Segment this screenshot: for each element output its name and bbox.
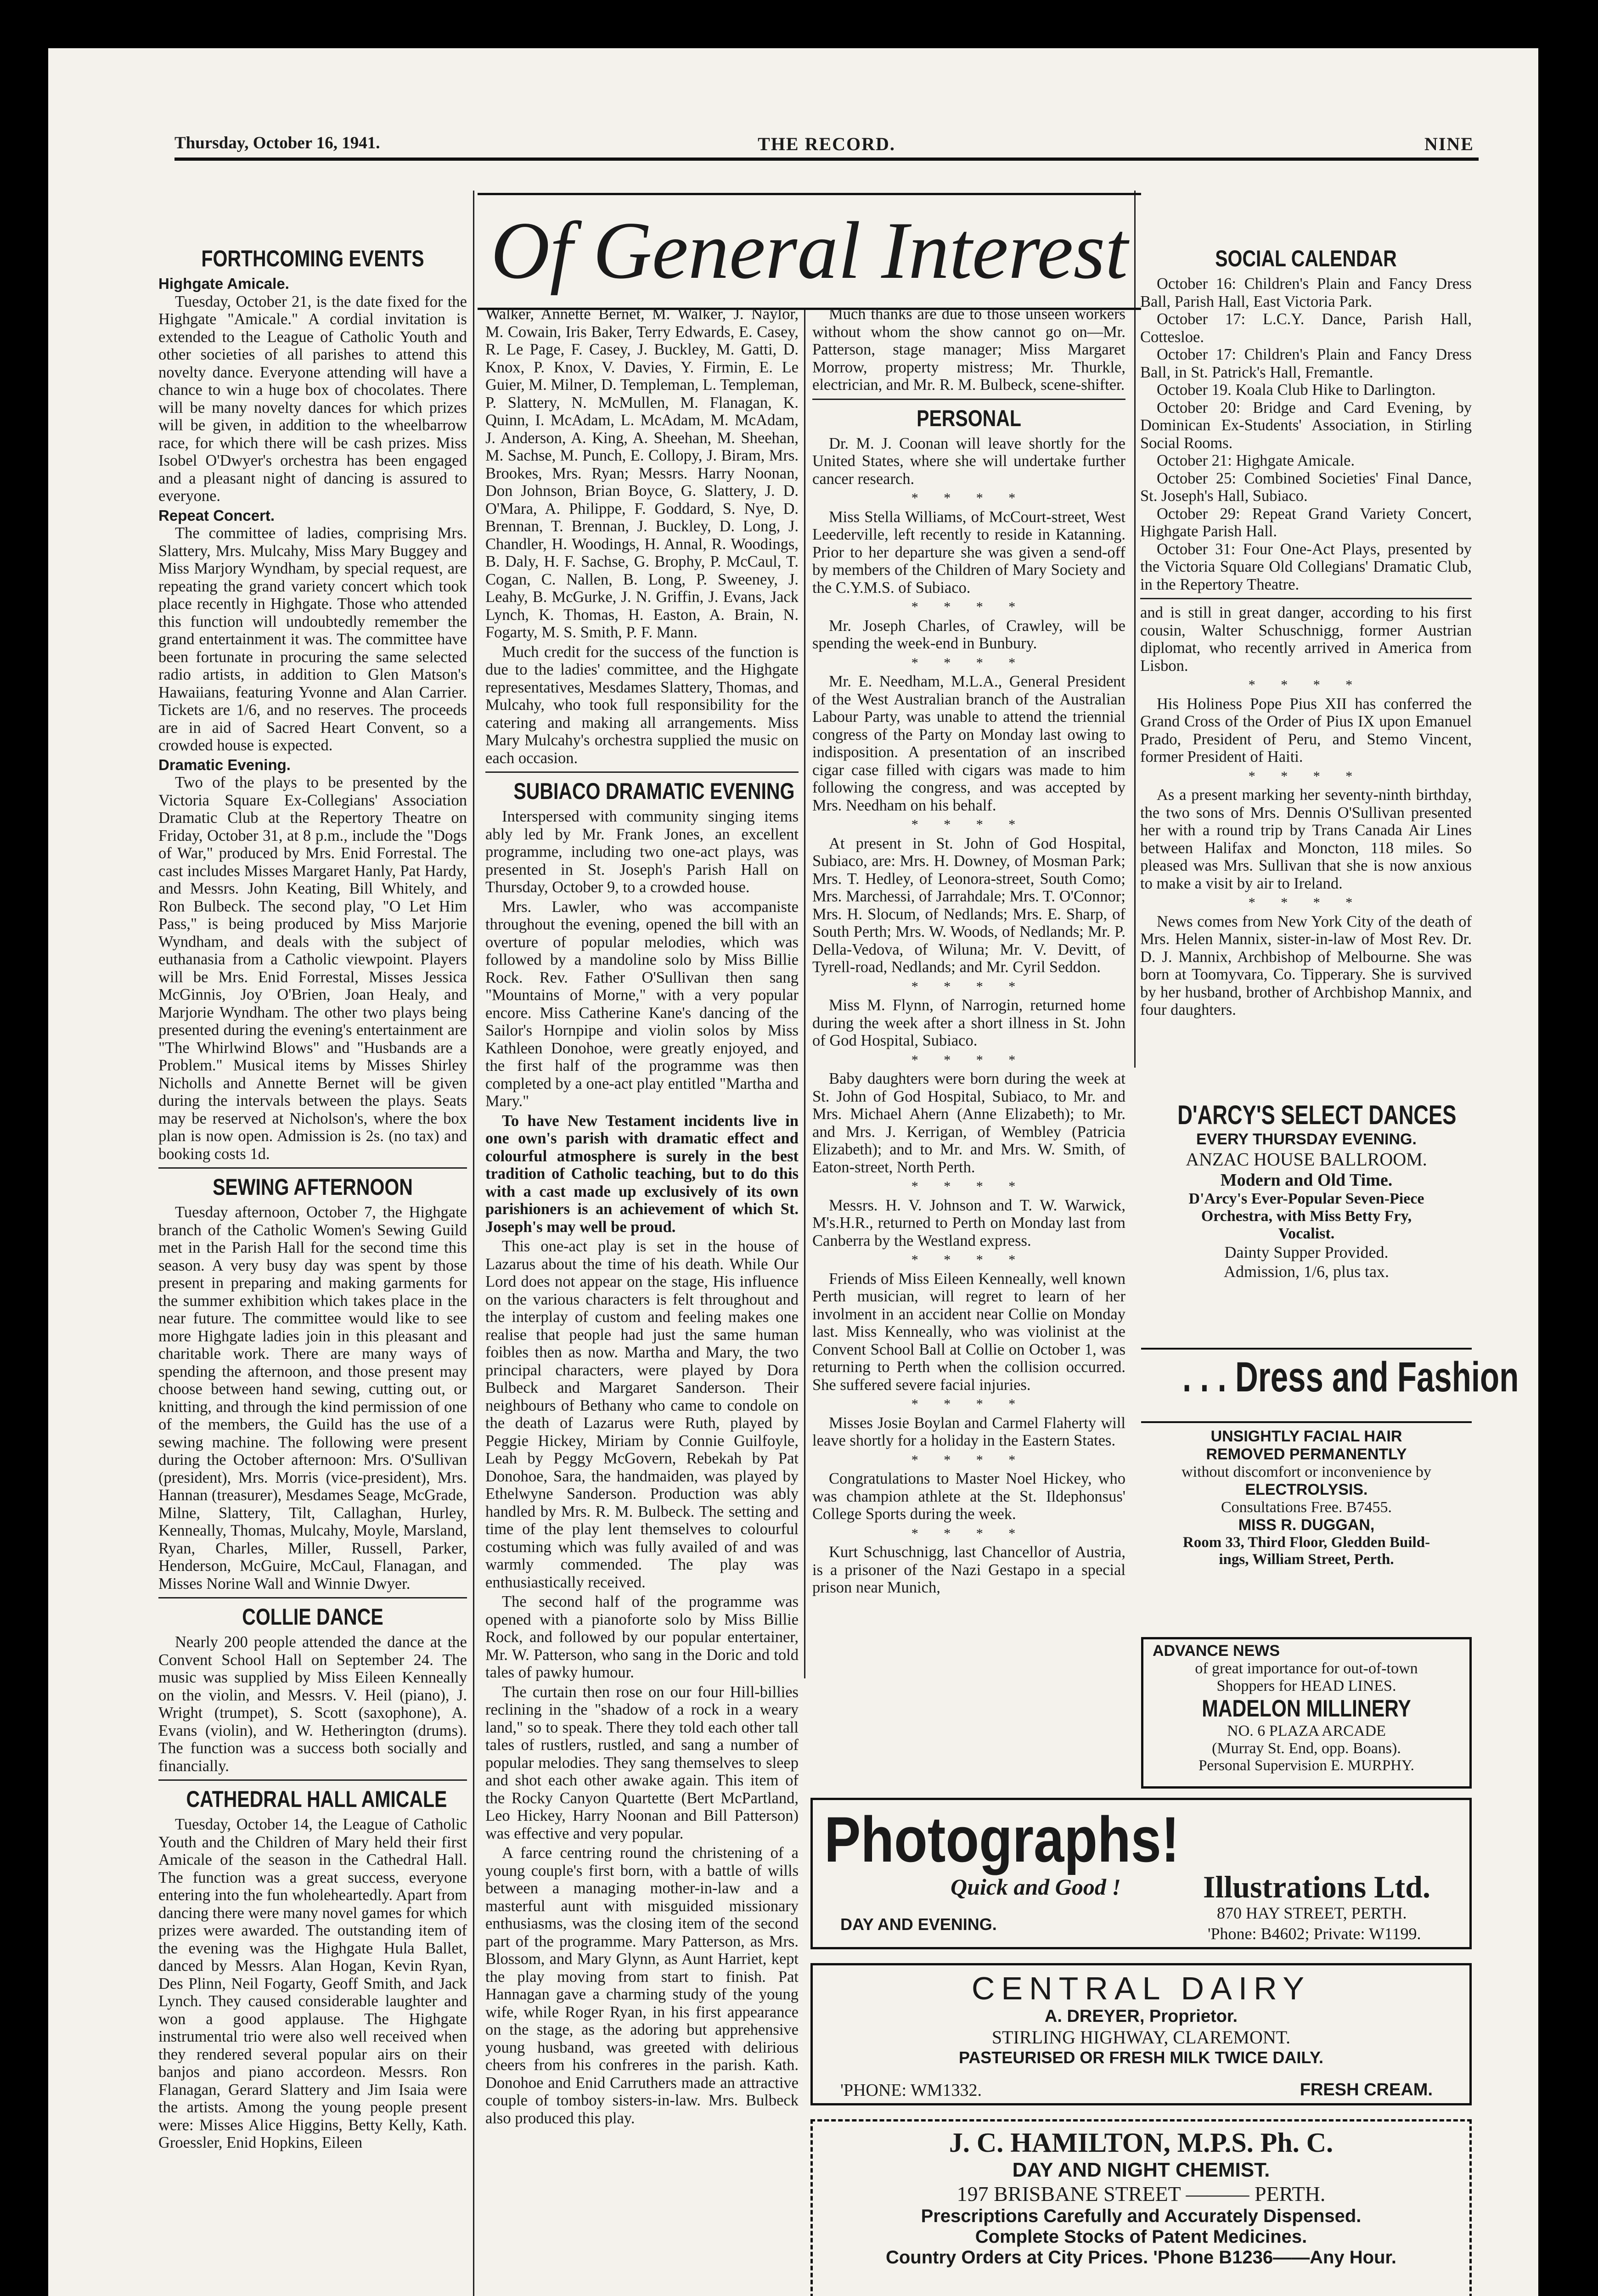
newspaper-page bbox=[48, 48, 1538, 2296]
page-number: NINE bbox=[1424, 134, 1474, 154]
ad-line: Modern and Old Time. bbox=[1220, 1171, 1393, 1190]
madelon-millinery-ad bbox=[1141, 1637, 1472, 1789]
ad-line: of great importance for out-of-town bbox=[1195, 1660, 1418, 1677]
calendar-item: October 29: Repeat Grand Variety Concert, Highgate Parish Hall. bbox=[1140, 505, 1472, 540]
calendar-item: October 25: Combined Societies' Final Dance, St. Joseph's Hall, Subiaco. bbox=[1140, 469, 1472, 505]
social-calendar-heading: SOCIAL CALENDAR bbox=[1215, 246, 1397, 271]
cathedral-hall-amicale-heading: CATHEDRAL HALL AMICALE bbox=[186, 1786, 447, 1812]
forthcoming-events-heading: FORTHCOMING EVENTS bbox=[201, 246, 424, 271]
ad-line: 'Phone: B4602; Private: W1199. bbox=[1208, 1925, 1421, 1943]
subheading: Highgate Amicale. bbox=[158, 275, 289, 292]
article-paragraph: Misses Josie Boylan and Carmel Flaherty will leave shortly for a holiday in the Eastern States. bbox=[812, 1414, 1125, 1449]
article-paragraph: News comes from New York City of the death of Mrs. Helen Mannix, sister-in-law of Most Rev. Dr. D. J. Mannix, Archbishop of Melbourne. She was born at Toomyvara, Co. Tipperary. She is survived by her husband, brother of Archbishop Mannix, and four daughters. bbox=[1140, 912, 1472, 1019]
photographs-ad bbox=[810, 1798, 1472, 1949]
dress-fashion-banner bbox=[1141, 1348, 1519, 1407]
collie-dance-heading: COLLIE DANCE bbox=[242, 1604, 383, 1630]
ad-title: D'ARCY'S SELECT DANCES bbox=[1177, 1100, 1457, 1130]
divider bbox=[812, 399, 1125, 400]
ad-line: REMOVED PERMANENTLY bbox=[1206, 1446, 1407, 1463]
ad-line: Country Orders at City Prices. 'Phone B1236——Any Hour. bbox=[885, 2247, 1397, 2268]
column-rule bbox=[473, 191, 474, 2296]
column-3 bbox=[812, 305, 1125, 1637]
separator-stars: * * * * bbox=[911, 1252, 1027, 1267]
column-rule bbox=[1134, 191, 1136, 1068]
calendar-item: October 17: Children's Plain and Fancy Dress Ball, in St. Patrick's Hall, Fremantle. bbox=[1140, 346, 1472, 381]
calendar-item: October 21: Highgate Amicale. bbox=[1157, 452, 1355, 469]
divider bbox=[158, 1167, 467, 1169]
general-interest-title: Of General Interest bbox=[490, 205, 1128, 296]
ad-line: 'PHONE: WM1332. bbox=[840, 2081, 982, 2100]
ad-firm: Illustrations Ltd. bbox=[1203, 1869, 1430, 1904]
article-paragraph: Walker, Annette Bernet, M. Walker, J. Naylor, M. Cowain, Iris Baker, Terry Edwards, E. Casey, R. Le Page, F. Casey, J. Buckley, M. Gatti, D. Knox, P. Knox, V. Davies, Y. Firmin, E. Le Guier, M. Milner, D. Templeman, L. Templeman, P. Slattery, N. McMullen, M. Flanagan, K. Quinn, I. McAdam, L. McAdam, M. McAdam, J. Anderson, A. King, A. Sheehan, M. Sheehan, M. Sachse, M. Punch, E. Collopy, J. Biram, Mrs. Brookes, Mrs. Ryan; Messrs. Harry Noonan, Don Johnson, Brian Boyce, G. Slattery, J. D. O'Mara, A. Philippe, F. Goddard, S. Nye, D. Brennan, T. Brennan, J. Buckley, D. Long, J. Chandler, H. Woodings, H. Annal, R. Woodings, B. Daly, H. F. Sachse, G. Brophy, P. McCaul, T. Cogan, C. Nallen, B. Long, P. Sweeney, J. Leahy, B. McGurke, J. N. Griffin, J. Evans, Jack Lynch, K. Thomas, H. Easton, A. Brain, N. Fogarty, M. S. Smith, P. F. Mann. bbox=[485, 305, 799, 641]
article-paragraph: This one-act play is set in the house of Lazarus about the time of his death. While Our Lord does not appear on the stage, His influence on the various characters is felt throughout and the interplay of custom and feeling makes one realise that people had just the same human foibles then as now. Martha and Mary, the two principal characters, were played by Dora Bulbeck and Margaret Sanderson. Their neighbours of Bethany who came to condole on the death of Lazarus were Ruth, played by Peggie Hickey, Miriam by Connie Guilfoyle, Leah by Peggy McGovern, Rebekah by Pat Donohoe, Sara, the handmaiden, was played by Ethelwyne Sanderson. Production was ably handled by Mrs. R. M. Bulbeck. The setting and time of the play lent themselves to colourful costuming which was fully availed of and was warmly commended. The play was enthusiastically received. bbox=[485, 1238, 799, 1591]
separator-stars: * * * * bbox=[1248, 895, 1364, 910]
ad-line: PASTEURISED OR FRESH MILK TWICE DAILY. bbox=[958, 2048, 1324, 2067]
article-paragraph: Congratulations to Master Noel Hickey, who was champion athlete at the St. Ildephonsus' College Sports during the week. bbox=[812, 1470, 1125, 1523]
article-paragraph: Nearly 200 people attended the dance at the Convent School Hall on September 24. The music was supplied by Miss Eileen Kenneally on the violin, and Messrs. V. Heil (piano), J. Wright (trumpet), S. Scott (saxophone), A. Evans (violin), and W. Hetherington (drums). The function was a success both socially and financially. bbox=[158, 1633, 467, 1775]
ad-line: Orchestra, with Miss Betty Fry, bbox=[1201, 1208, 1412, 1225]
ad-line: Shoppers for HEAD LINES. bbox=[1216, 1677, 1396, 1694]
separator-stars: * * * * bbox=[911, 1179, 1027, 1194]
subheading: Repeat Concert. bbox=[158, 506, 275, 524]
ad-line: 197 BRISBANE STREET ——— PERTH. bbox=[957, 2182, 1326, 2206]
ad-line: ADVANCE NEWS bbox=[1153, 1642, 1280, 1660]
separator-stars: * * * * bbox=[911, 1396, 1027, 1412]
article-paragraph: Baby daughters were born during the week at St. John of God Hospital, Subiaco, to Mr. and Mrs. Michael Ahern (Anne Elizabeth); to Mr. and Mrs. J. Kerrigan, of Wembley (Patricia Elizabeth); and to Mr. and Mrs. W. Smith, of Eaton-street, North Perth. bbox=[812, 1070, 1125, 1176]
article-paragraph: The second half of the programme was opened with a pianoforte solo by Miss Billie Rock, and followed by our popular entertainer, Mr. W. Patterson, who sang in the Doric and told tales of pawky humour. bbox=[485, 1593, 799, 1681]
ad-line: 870 HAY STREET, PERTH. bbox=[1217, 1904, 1407, 1922]
article-paragraph: Dr. M. J. Coonan will leave shortly for the United States, where she will undertake further cancer research. bbox=[812, 434, 1125, 488]
calendar-item: October 16: Children's Plain and Fancy Dress Ball, Parish Hall, East Victoria Park. bbox=[1140, 275, 1472, 310]
ad-line: Dainty Supper Provided. bbox=[1224, 1243, 1389, 1261]
ad-line: ANZAC HOUSE BALLROOM. bbox=[1186, 1149, 1427, 1170]
calendar-item: October 20: Bridge and Card Evening, by Dominican Ex-Students' Association, in Stirling Social Rooms. bbox=[1140, 399, 1472, 452]
general-interest-banner bbox=[478, 193, 1141, 310]
article-paragraph: Tuesday, October 21, is the date fixed for the Highgate "Amicale." A cordial invitation is extended to the League of Catholic Youth and other societies of all parishes to attend this novelty dance. Everyone attending will have a chance to win a huge box of chocolates. There will be many novelty dances for which prizes will be given, in addition to the wheelbarrow race, for which there will be cash prizes. Miss Isobel O'Dwyer's orchestra has been engaged and a pleasant night of dancing is assured to everyone. bbox=[158, 293, 467, 505]
ad-line: A. DREYER, Proprietor. bbox=[1044, 2007, 1238, 2026]
article-paragraph: Miss Stella Williams, of McCourt-street, West Leederville, left recently to reside in Katanning. Prior to her departure she was given a send-off by members of the Children of Mary Society and the C.Y.M.S. of Subiaco. bbox=[812, 508, 1125, 597]
darcy-dances-ad bbox=[1141, 1100, 1472, 1293]
article-paragraph: Friends of Miss Eileen Kenneally, well known Perth musician, will regret to learn of her involment in an accident near Collie on Monday last. Miss Kenneally, who was violinist at the Convent School Ball at Collie on October 1, was returning to Perth when the collision occurred. She suffered severe facial injuries. bbox=[812, 1270, 1125, 1394]
ad-line: DAY AND NIGHT CHEMIST. bbox=[1012, 2159, 1270, 2181]
ad-line: Consultations Free. B7455. bbox=[1221, 1499, 1392, 1516]
article-paragraph: His Holiness Pope Pius XII has conferred the Grand Cross of the Order of Pius IX upon Emanuel Prado, President of Peru, and Stemo Vincent, former President of Haiti. bbox=[1140, 695, 1472, 765]
article-paragraph: Much thanks are due to those unseen workers without whom the show cannot go on—Mr. Patterson, stage manager; Miss Margaret Morrow, property mistress; Mr. Thurkle, electrician, and Mr. R. M. Bulbeck, scene-shifter. bbox=[812, 305, 1125, 394]
ad-title: MADELON MILLINERY bbox=[1202, 1695, 1411, 1722]
article-paragraph: Messrs. H. V. Johnson and T. W. Warwick, M's.H.R., returned to Perth on Monday last from Canberra by the Westland express. bbox=[812, 1196, 1125, 1249]
article-paragraph: Much credit for the success of the function is due to the ladies' committee, and the Highgate representatives, Mesdames Slattery, Thomas, and Mulcahy, who took full responsibility for the catering and making all arrangements. Miss Mary Mulcahy's orchestra supplied the music on each occasion. bbox=[485, 643, 799, 767]
ad-line: MISS R. DUGGAN, bbox=[1238, 1516, 1375, 1534]
ad-line: ings, William Street, Perth. bbox=[1219, 1551, 1394, 1568]
ad-line: ELECTROLYSIS. bbox=[1245, 1481, 1368, 1498]
divider bbox=[158, 1779, 467, 1781]
separator-stars: * * * * bbox=[911, 1525, 1027, 1541]
article-paragraph: The curtain then rose on our four Hill-billies reclining in the "shadow of a rock in a weary land," so to speak. There they told each other tall tales of rustlers, rustled, and sang a number of popular melodies. They sang themselves to sleep and shot each other awake again. This item of the Rocky Canyon Quartette (Bert McPartland, Leo Hickey, Harry Noonan and Bill Patterson) was effective and very popular. bbox=[485, 1683, 799, 1842]
dress-fashion-title: . . . Dress and Fashion bbox=[1182, 1354, 1519, 1401]
separator-stars: * * * * bbox=[911, 599, 1027, 614]
ad-line: FRESH CREAM. bbox=[1300, 2080, 1433, 2099]
article-paragraph: At present in St. John of God Hospital, Subiaco, are: Mrs. H. Downey, of Mosman Park; Mrs. T. Hedley, of Leonora-street, South Como; Mrs. Marchessi, of Jarrahdale; Mrs. T. O'Connor; Mrs. H. Slocum, of Nedlands; Mrs. E. Sharp, of South Perth; Mrs. W. Woods, of Nedlands; Mr. P. Della-Vedova, of Wiluna; Mr. V. Devitt, of Tyrell-road, Nedlands; and Mr. Cyril Seddon. bbox=[812, 834, 1125, 976]
ad-title: J. C. HAMILTON, M.P.S. Ph. C. bbox=[949, 2127, 1334, 2158]
ad-line: NO. 6 PLAZA ARCADE bbox=[1227, 1722, 1386, 1739]
ad-line: Quick and Good ! bbox=[951, 1874, 1121, 1900]
separator-stars: * * * * bbox=[911, 490, 1027, 506]
article-paragraph: The committee of ladies, comprising Mrs. Slattery, Mrs. Mulcahy, Miss Mary Buggey and Miss Marjory Wyndham, by special request, are repeating the grand variety concert which took place recently in Highgate. Those who attended this function will undoubtedly remember the grand entertainment it was. The committee have been fortunate in procuring the same selected radio artists, in addition to Glen Matson's Hawaiians, featuring Yvonne and Alan Carrier. Tickets are 1/6, and no reserves. The proceeds are in aid of Sacred Heart Convent, so a crowded house is expected. bbox=[158, 524, 467, 754]
subheading: Dramatic Evening. bbox=[158, 756, 291, 773]
ad-line: without discomfort or inconvenience by bbox=[1182, 1463, 1431, 1480]
central-dairy-ad bbox=[810, 1963, 1472, 2105]
ad-line: Complete Stocks of Patent Medicines. bbox=[975, 2227, 1307, 2247]
column-4 bbox=[1140, 241, 1472, 1091]
ad-line: Admission, 1/6, plus tax. bbox=[1223, 1262, 1390, 1281]
ad-line: DAY AND EVENING. bbox=[840, 1915, 997, 1934]
column-1 bbox=[158, 241, 467, 2296]
calendar-item: October 31: Four One-Act Plays, presented by the Victoria Square Old Collegians' Dramatic Club, in the Repertory Theatre. bbox=[1140, 540, 1472, 593]
separator-stars: * * * * bbox=[911, 817, 1027, 832]
article-paragraph: A farce centring round the christening of a young couple's first born, with a battle of wills between a managing mother-in-law and a masterful aunt with misguided missionary enthusiasms, was the closing item of the second part of the programme. Mary Patterson, as Mrs. Blossom, and Mary Glynn, as Aunt Harriet, kept the play moving from start to finish. Pat Hannagan gave a charming study of the young wife, while Roger Ryan, in his first appearance on the stage, as the adoring but apprehensive young husband, was greeted with delirious cheers from his confreres in the parish. Kath. Donohoe and Enid Carruthers made an attractive couple of tomboy sisters-in-law. Mrs. Bulbeck also produced this play. bbox=[485, 1844, 799, 2127]
ad-line: (Murray St. End, opp. Boans). bbox=[1212, 1740, 1401, 1757]
hamilton-chemist-ad bbox=[810, 2119, 1472, 2296]
separator-stars: * * * * bbox=[1248, 677, 1364, 692]
subiaco-dramatic-evening-heading: SUBIACO DRAMATIC EVENING bbox=[513, 778, 795, 804]
article-paragraph: Tuesday afternoon, October 7, the Highgate branch of the Catholic Women's Sewing Guild met in the Parish Hall for the second time this season. A very busy day was spent by those present in preparing and making garments for the summer exhibition which takes place in the near future. The committee would like to see more Highgate ladies join in this pleasant and charitable work. There are many ways of spending the afternoon, and those present may choose between hand sewing, cutting out, or knitting, and through the kind permission of one of the members, the Guild has the use of a sewing machine. The following were present during the October afternoon: Mrs. O'Sullivan (president), Mrs. Morris (vice-president), Mrs. Hannan (treasurer), Mesdames Seage, McGrade, Milne, Slattery, Tilt, Callaghan, Hurley, Kenneally, Thomas, Mulcahy, Moyle, Marsland, Ryan, Charles, Miller, Russell, Parker, Henderson, McGuire, McCaul, Flanagan, and Misses Norine Wall and Winnie Dwyer. bbox=[158, 1204, 467, 1593]
separator-stars: * * * * bbox=[911, 1452, 1027, 1468]
ad-line: D'Arcy's Ever-Popular Seven-Piece bbox=[1188, 1190, 1424, 1207]
electrolysis-ad bbox=[1141, 1421, 1472, 1623]
separator-stars: * * * * bbox=[911, 1052, 1027, 1068]
ad-line: EVERY THURSDAY EVENING. bbox=[1196, 1131, 1417, 1148]
article-paragraph-bold: To have New Testament incidents live in one own's parish with dramatic effect and colourful atmosphere is surely in the best tradition of Catholic teaching, but to do this with a cast made up exclusively of its own parishioners is an achievement of which St. Joseph's may well be proud. bbox=[485, 1112, 799, 1236]
calendar-item: October 17: L.C.Y. Dance, Parish Hall, Cottesloe. bbox=[1140, 310, 1472, 346]
article-paragraph: Mr. Joseph Charles, of Crawley, will be spending the week-end in Bunbury. bbox=[812, 617, 1125, 652]
ad-line: Personal Supervision E. MURPHY. bbox=[1198, 1757, 1414, 1774]
ad-line: UNSIGHTLY FACIAL HAIR bbox=[1210, 1428, 1402, 1445]
ad-line: Vocalist. bbox=[1278, 1225, 1335, 1242]
separator-stars: * * * * bbox=[1248, 768, 1364, 784]
article-paragraph: As a present marking her seventy-ninth birthday, the two sons of Mrs. Dennis O'Sullivan presented her with a round trip by Trans Canada Air Lines between Halifax and Moncton, 118 miles. So pleased was Mrs. Sullivan that she is now anxious to make a visit by air to Ireland. bbox=[1140, 786, 1472, 892]
column-2 bbox=[485, 305, 799, 2296]
article-paragraph: and is still in great danger, according to his first cousin, Walter Schuschnigg, former Austrian diplomat, who recently arrived in America from Lisbon. bbox=[1140, 604, 1472, 675]
issue-date: Thursday, October 16, 1941. bbox=[174, 134, 380, 152]
separator-stars: * * * * bbox=[911, 979, 1027, 994]
ad-line: Prescriptions Carefully and Accurately Dispensed. bbox=[921, 2206, 1362, 2226]
article-paragraph: Two of the plays to be presented by the Victoria Square Ex-Collegians' Association Dramatic Club at the Repertory Theatre on Friday, October 31, at 8 p.m., include the "Dogs of War," produced by Mrs. Enid Forrestal. The cast includes Misses Margaret Hanly, Pat Hardy, and Messrs. John Keating, Bill Whitely, and Ron Bulbeck. The second play, "O Let Him Pass," is being produced by Miss Marjorie Wyndham, and deals with the subject of euthanasia from a Catholic viewpoint. Players will be Mrs. Enid Forrestal, Misses Jessica McGinnis, Joy O'Brien, Joan Healy, and Marjorie Wyndham. The other two plays being presented during the evening's entertainment are "The Whirlwind Blows" and "Husbands are a Problem." Musical items by Misses Shirley Nicholls and Annette Bernet will be given during the intervals between the plays. Seats may be reserved at Nicholson's, where the box plan is now open. Admission is 2s. (no tax) and booking costs 1d. bbox=[158, 774, 467, 1163]
calendar-item: October 19. Koala Club Hike to Darlington. bbox=[1157, 381, 1436, 399]
ad-line: STIRLING HIGHWAY, CLAREMONT. bbox=[991, 2027, 1291, 2048]
ad-title: CENTRAL DAIRY bbox=[971, 1970, 1311, 2006]
article-paragraph: Kurt Schuschnigg, last Chancellor of Austria, is a prisoner of the Nazi Gestapo in a special prison near Munich, bbox=[812, 1543, 1125, 1596]
personal-heading: PERSONAL bbox=[917, 405, 1021, 431]
newspaper-title: THE RECORD. bbox=[758, 134, 895, 154]
masthead bbox=[174, 133, 1479, 161]
column-rule bbox=[804, 310, 805, 1678]
article-paragraph: Tuesday, October 14, the League of Catholic Youth and the Children of Mary held their first Amicale of the season in the Cathedral Hall. The function was a great success, everyone entering into the fun wholeheartedly. Apart from dancing there were many novel games for which prizes were awarded. The outstanding item of the evening was the Highgate Hula Ballet, danced by Messrs. Alan Hogan, Kevin Ryan, Des Plinn, Neil Fogarty, Geoff Smith, and Jack Lynch. They caused considerable laughter and won a good applause. The Highgate instrumental trio were also well received when they rendered several popular airs on their banjos and piano accordeon. Messrs. Ron Flanagan, Gerard Slattery and Jim Isaia were the artists. Among the young people present were: Misses Alice Higgins, Betty Kelly, Kath. Groessler, Enid Hopkins, Eileen bbox=[158, 1816, 467, 2151]
ad-title: Photographs! bbox=[824, 1803, 1180, 1875]
divider bbox=[1140, 598, 1472, 599]
article-paragraph: Interspersed with community singing items ably led by Mr. Frank Jones, an excellent programme, including two one-act plays, was presented in St. Joseph's Parish Hall on Thursday, October 9, to a crowded house. bbox=[485, 808, 799, 896]
divider bbox=[158, 1597, 467, 1598]
sewing-afternoon-heading: SEWING AFTERNOON bbox=[213, 1174, 413, 1200]
article-paragraph: Mrs. Lawler, who was accompaniste throughout the evening, opened the bill with an overture of popular melodies, which was followed by a mandoline solo by Miss Billie Rock. Rev. Father O'Sullivan then sang "Mountains of Morne," with a very popular encore. Miss Catherine Kane's dancing of the Sailor's Hornpipe and violin solos by Miss Kathleen Donohoe, were greatly enjoyed, and the first half of the programme was then completed by a one-act play entitled "Martha and Mary." bbox=[485, 898, 799, 1110]
ad-line: Room 33, Third Floor, Gledden Build- bbox=[1182, 1534, 1430, 1551]
separator-stars: * * * * bbox=[911, 655, 1027, 670]
article-paragraph: Mr. E. Needham, M.L.A., General President of the West Australian branch of the Australian Labour Party, was unable to attend the triennial congress of the Party on Monday last owing to indisposition. A presentation of an inscribed cigar case filled with cigars was made to him following the congress, and was accepted by Mrs. Needham on his behalf. bbox=[812, 673, 1125, 814]
article-paragraph: Miss M. Flynn, of Narrogin, returned home during the week after a short illness in St. John of God Hospital, Subiaco. bbox=[812, 996, 1125, 1049]
divider bbox=[485, 771, 799, 773]
